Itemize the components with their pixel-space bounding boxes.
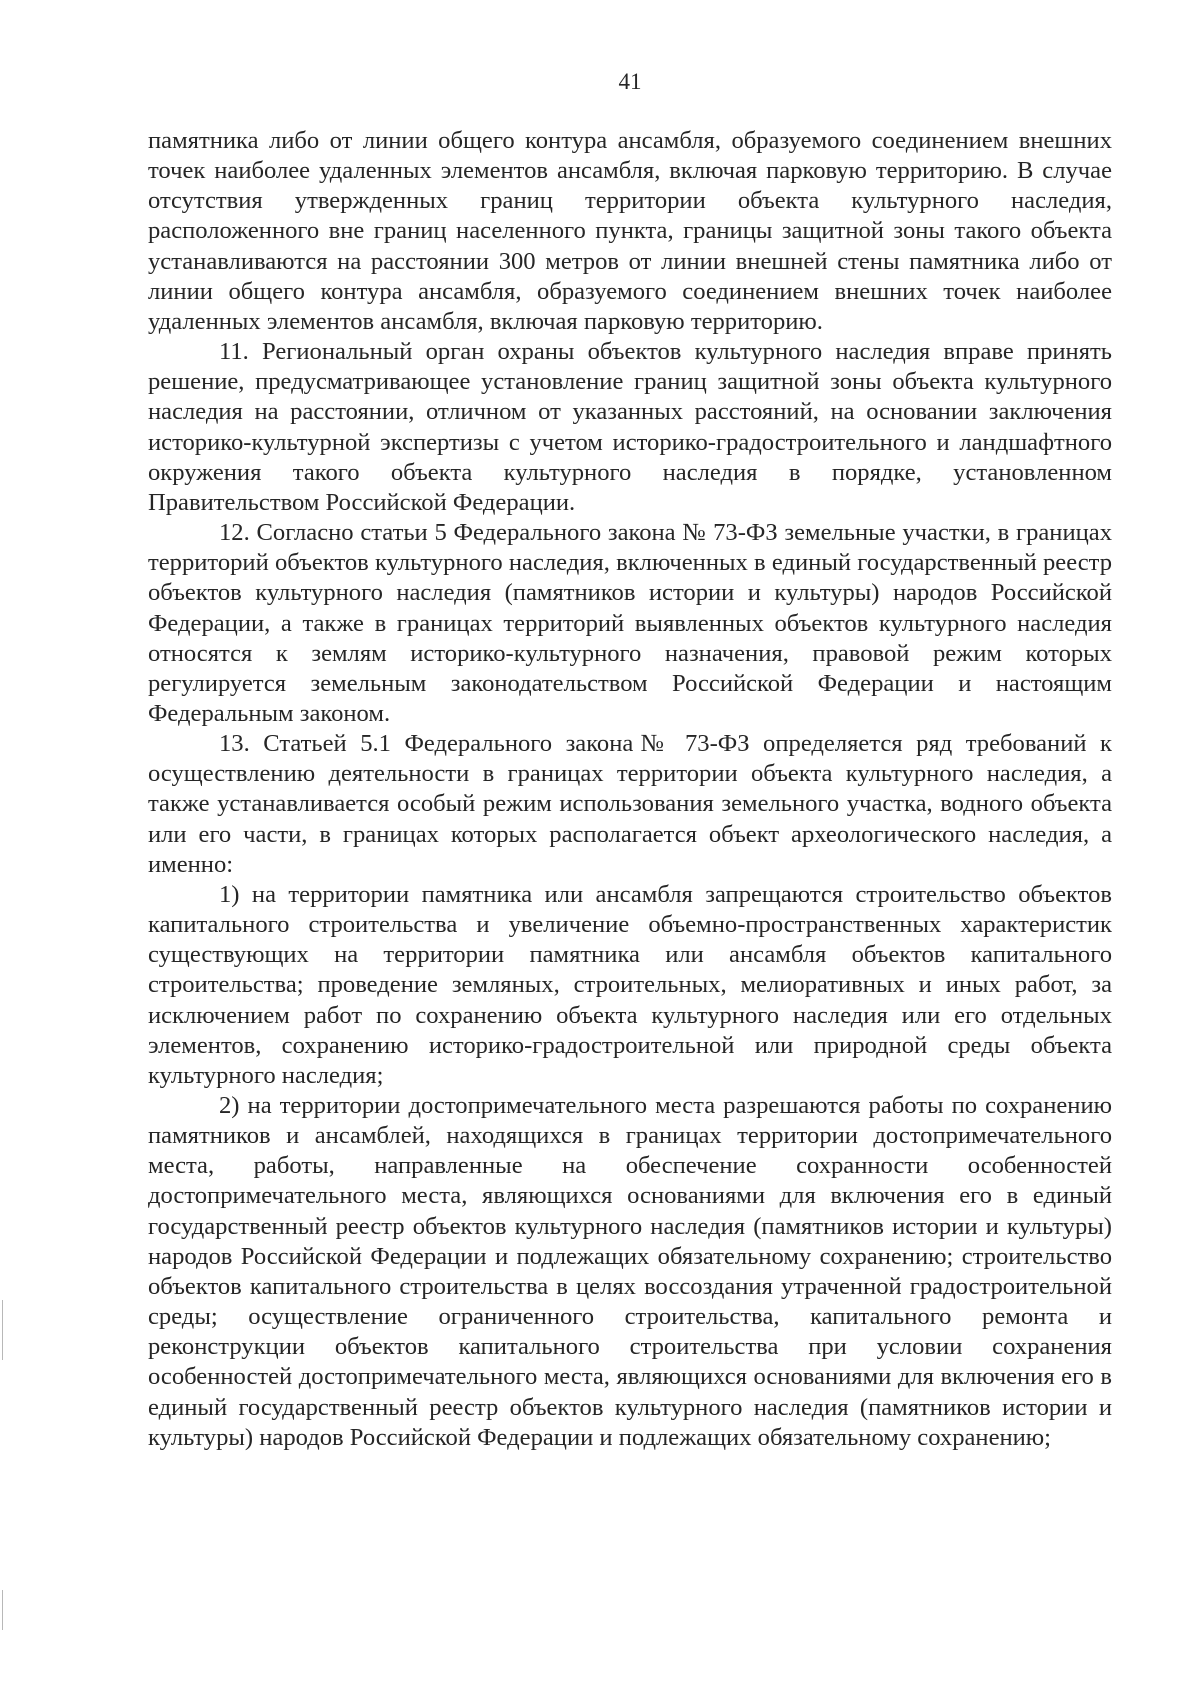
scan-edge-mark <box>2 1300 3 1360</box>
paragraph-item-13: 13. Статьей 5.1 Федерального закона№ 73-ФЗ определяется ряд требований к осуществлению деятельности в границах территории объекта культурного наследия, а также устанавливается особый режим использования земельного участка, водного объекта или его части, в границах которых располагается объект археологического наследия, а именно: <box>148 730 1112 878</box>
paragraph-item-13-1: 1) на территории памятника или ансамбля запрещаются строительство объектов капитального строительства и увеличение объемно-пространственных характеристик существующих на территории памятника или ансамбля объектов капитального строительства; проведение земляных, строительных, мелиоративных и иных работ, за исключением работ по сохранению объекта культурного наследия или его отдельных элементов, сохранению историко-градостроительной или природной среды объекта культурного наследия; <box>148 880 1112 1089</box>
paragraph-item-12: 12. Согласно статьи 5 Федерального закона № 73-ФЗ земельные участки, в границах территорий объектов культурного наследия, включенных в единый государственный реестр объектов культурного наследия (памятников истории и культуры) народов Российской Федерации, а также в границах территорий выявленных объектов культурного наследия относятся к землям историко-культурного назначения, правовой режим которых регулируется земельным законодательством Российской Федерации и настоящим Федеральным законом. <box>148 519 1112 727</box>
scan-edge-mark <box>2 1590 3 1630</box>
paragraph-item-13-2: 2) на территории достопримечательного места разрешаются работы по сохранению памятников и ансамблей, находящихся в границах территории достопримечательного места, работы, направленные на обеспечение сохранности особенностей достопримечательного места, являющихся основаниями для включения его в единый государственный реестр объектов культурного наследия (памятников истории и культуры) народов Российской Федерации и подлежащих обязательному сохранению; строительство объектов капитального строительства в целях воссоздания утраченной градостроительной среды; осуществление ограниченного строительства, капитального ремонта и реконструкции объектов капитального строительства при условии сохранения особенностей достопримечательного места, являющихся основаниями для включения его в единый государственный реестр объектов культурного наследия (памятников истории и культуры) народов Российской Федерации и подлежащих обязательному сохранению; <box>148 1092 1112 1451</box>
document-body <box>148 126 1112 1453</box>
paragraph-continuation: памятника либо от линии общего контура ансамбля, образуемого соединением внешних точек наиболее удаленных элементов ансамбля, включая парковую территорию. В случае отсутствия утвержденных границ территории объекта культурного наследия, расположенного вне границ населенного пункта, границы защитной зоны такого объекта устанавливаются на расстоянии 300 метров от линии внешней стены памятника либо от линии общего контура ансамбля, образуемого соединением внешних точек наиболее удаленных элементов ансамбля, включая парковую территорию. <box>148 127 1112 335</box>
page-number: 41 <box>618 69 642 94</box>
paragraph-item-11: 11. Региональный орган охраны объектов культурного наследия вправе принять решение, предусматривающее установление границ защитной зоны объекта культурного наследия на расстоянии, отличном от указанных расстояний, на основании заключения историко-культурной экспертизы с учетом историко-градостроительного и ландшафтного окружения такого объекта культурного наследия в порядке, установленном Правительством Российской Федерации. <box>148 338 1112 516</box>
